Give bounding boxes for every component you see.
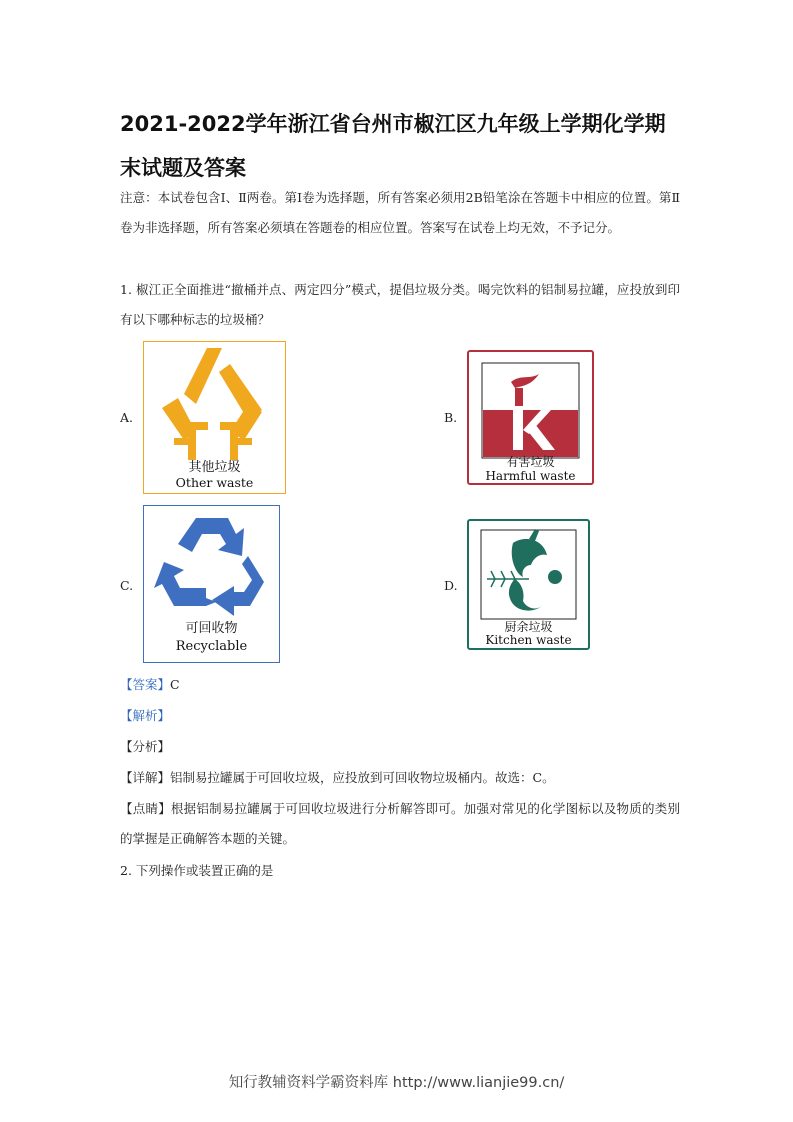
recyclable-logo[interactable] — [143, 505, 280, 663]
kitchen-waste-en: Kitchen waste — [485, 633, 572, 647]
question-1-stem: 1. 椒江正全面推进“撤桶并点、两定四分”模式，提倡垃圾分类。喝完饮料的铝制易拉罐，应投放到印有以下哪种标志的垃圾桶？ — [120, 282, 680, 327]
recyclable-en: Recyclable — [175, 639, 248, 654]
kitchen-waste-logo[interactable] — [467, 519, 590, 650]
comment-line: 【点睛】根据铝制易拉罐属于可回收垃圾进行分析解答即可。加强对常见的化学图标以及物质的类别的掌握是正确解答本题的关键。 — [120, 801, 680, 846]
other-waste-en: Other waste — [175, 475, 254, 490]
option-a-letter: A. — [120, 410, 134, 425]
recyclable-cn: 可回收物 — [185, 621, 238, 636]
harmful-waste-cn: 有害垃圾 — [506, 455, 555, 469]
option-c-letter: C. — [120, 578, 134, 593]
document-title: 2021-2022学年浙江省台州市椒江区九年级上学期化学期末试题及答案 — [120, 112, 666, 180]
fenxi-line: 【分析】 — [120, 739, 171, 754]
option-b-letter: B. — [444, 410, 458, 425]
page-footer: 知行教辅资料学霸资料库 http://www.lianjie99.cn/ — [228, 1075, 565, 1091]
answer-tag: 【答案】 — [120, 677, 171, 692]
kitchen-waste-cn: 厨余垃圾 — [504, 620, 553, 634]
analysis-tag: 【解析】 — [120, 708, 171, 723]
harmful-waste-logo[interactable] — [467, 350, 594, 485]
other-waste-cn: 其他垃圾 — [188, 460, 241, 475]
answer-line — [120, 670, 680, 700]
answer-value: C — [170, 677, 180, 692]
option-d-letter: D. — [444, 578, 458, 593]
detail-line: 【详解】铝制易拉罐属于可回收垃圾，应投放到可回收物垃圾桶内。故选：C。 — [120, 770, 555, 785]
other-waste-logo[interactable] — [143, 341, 286, 494]
harmful-waste-en: Harmful waste — [485, 469, 576, 483]
question-2-stem: 2. 下列操作或装置正确的是 — [120, 863, 274, 878]
exam-notice: 注意：本试卷包含Ⅰ、Ⅱ两卷。第Ⅰ卷为选择题，所有答案必须用2B铅笔涂在答题卡中相应的位置。第Ⅱ卷为非选择题，所有答案必须填在答题卷的相应位置。答案写在试卷上均无效，不予记分。 — [120, 190, 680, 235]
